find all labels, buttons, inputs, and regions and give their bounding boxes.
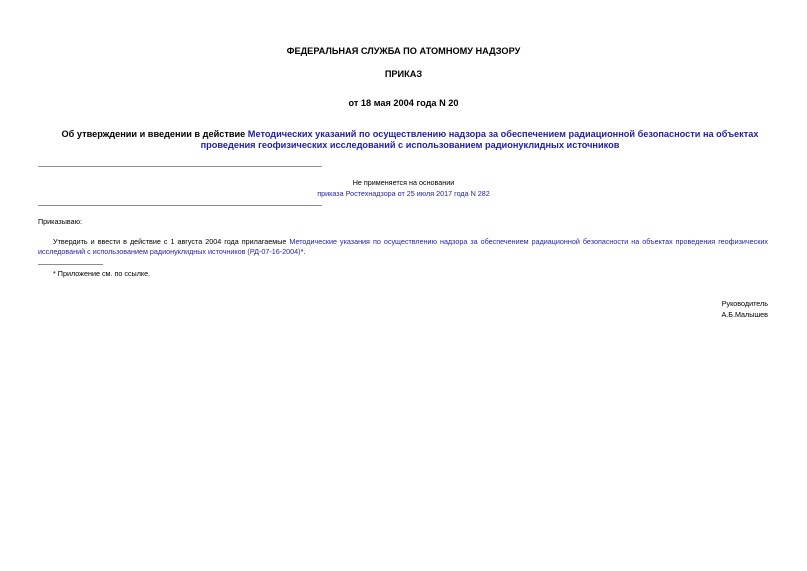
paragraph-suffix: *. (300, 247, 306, 256)
title-prefix: Об утверждении и введении в действие (61, 129, 248, 139)
document-type: ПРИКАЗ (384, 69, 423, 79)
footnote-rule (38, 264, 103, 265)
paragraph-link[interactable]: Методические указания по осуществлению надзора за обеспечением радиационной безопасности на объектах проведения геофизических исследований с использованием радионуклидных источников (РД-07-16-2004) (38, 237, 768, 256)
document-date-number: от 18 мая 2004 года N 20 (348, 98, 459, 108)
order-word: Приказываю: (38, 217, 82, 226)
signature-name: А.Б.Малышев (721, 310, 768, 319)
paragraph-prefix: Утвердить и ввести в действие с 1 августа 2004 года прилагаемые (53, 237, 290, 246)
signature-role: Руководитель (721, 299, 768, 308)
agency-name: ФЕДЕРАЛЬНАЯ СЛУЖБА ПО АТОМНОМУ НАДЗОРУ (286, 46, 521, 56)
status-rule-top (38, 166, 322, 167)
status-text: Не применяется на основании (352, 178, 455, 187)
footnote-text: * Приложение см. по ссылке. (53, 269, 151, 278)
status-rule-bottom (38, 205, 322, 206)
order-paragraph (38, 237, 768, 257)
status-link[interactable]: приказа Ростехнадзора от 25 июля 2017 года N 282 (317, 189, 490, 198)
title-link[interactable]: Методических указаний по осуществлению надзора за обеспечением радиационной безопасности на объектах проведения геофизических исследований с использованием радионуклидных источников (200, 129, 759, 150)
document-title (60, 129, 760, 151)
